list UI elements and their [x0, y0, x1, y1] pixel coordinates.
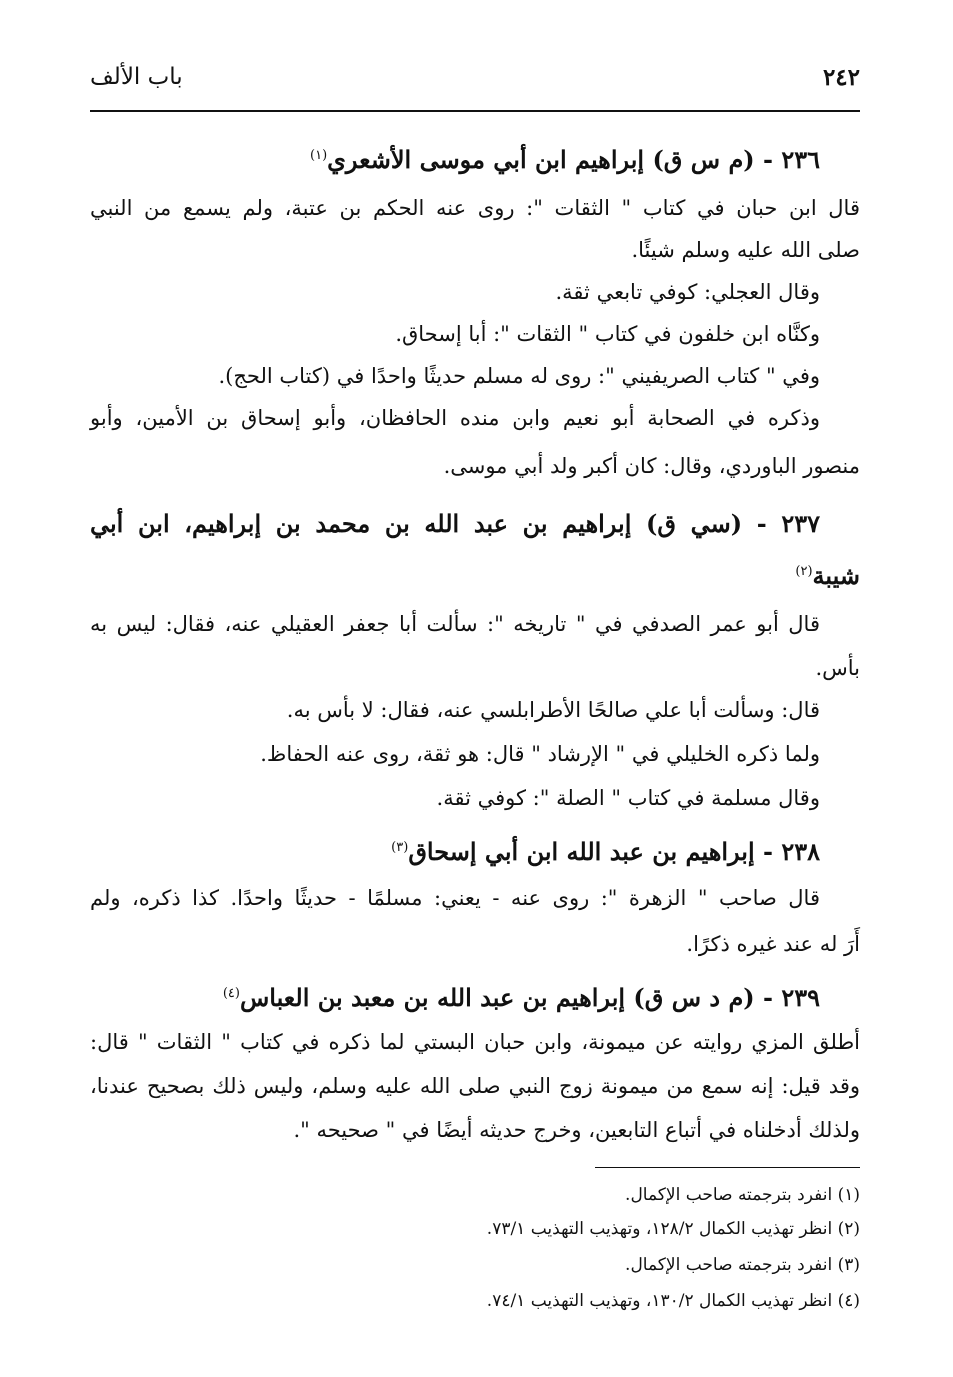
footnote-4: (٤) انظر تهذيب الكمال ١٣٠/٢، وتهذيب التهذيب ٧٤/١. [486, 1291, 860, 1311]
text-line: قال صاحب " الزهرة ": روى عنه - يعني: مسلمًا - حديثًا واحدًا. كذا ذكره، ولم [90, 886, 820, 910]
page-number: ٢٤٢ [822, 64, 860, 91]
entry-heading: ٢٣٧ - (سي ق) إبراهيم بن عبد الله بن محمد بن إبراهيم، ابن أبي [90, 509, 820, 538]
text-line: صلى الله عليه وسلم شيئًا. [631, 238, 860, 262]
text-line: وقال العجلي: كوفي تابعي ثقة. [555, 280, 820, 304]
text-line: قال ابن حبان في كتاب " الثقات ": روى عنه الحكم بن عتبة، ولم يسمع من النبي [90, 196, 860, 220]
footnote-ref: (٤) [222, 986, 240, 1001]
entry-heading: ٢٣٦ - (م س ق) إبراهيم ابن أبي موسى الأشعري$^{(١)}$ [310, 145, 820, 174]
text-line: وكنَّاه ابن خلفون في كتاب " الثقات ": أبا إسحاق. [395, 322, 820, 346]
header-rule [90, 110, 860, 112]
text-line: أَرَ له عند غيره ذكرًا. [686, 932, 860, 956]
text-line: بأس. [815, 656, 860, 680]
text-line: وذكره في الصحابة أبو نعيم وابن منده الحافظان، وأبو إسحاق بن الأمين، وأبو [90, 406, 820, 430]
text-line: قال: وسألت أبا علي صالحًا الأطرابلسي عنه، فقال: لا بأس به. [286, 698, 820, 722]
footnote-ref: (١) [310, 148, 328, 163]
text-line: وقال مسلمة في كتاب " الصلة ": كوفي ثقة. [436, 786, 820, 810]
entry-heading: ٢٣٩ - (م د س ق) إبراهيم بن عبد الله بن معبد بن العباس$^{(٤)}$ [222, 983, 820, 1012]
text-line: وفي " كتاب الصريفيني ": روى له مسلم حديثًا واحدًا في (كتاب الحج). [218, 364, 820, 388]
text-line: أطلق المزي روايته عن ميمونة، وابن حبان البستي لما ذكره في كتاب " الثقات " قال: [90, 1030, 860, 1054]
footnote-ref: (٣) [391, 840, 409, 855]
running-title: باب الألف [90, 64, 183, 90]
text-line: منصور الباوردي، وقال: كان أكبر ولد أبي موسى. [443, 454, 860, 478]
page-header [90, 64, 860, 104]
footnote-1: (١) انفرد بترجمته صاحب الإكمال. [625, 1185, 860, 1205]
text-line: ولما ذكره الخليلي في " الإرشاد " قال: هو ثقة، روى عنه الحفاظ. [260, 742, 820, 766]
footnote-2: (٢) انظر تهذيب الكمال ١٢٨/٢، وتهذيب التهذيب ٧٣/١. [486, 1219, 860, 1239]
footnote-3: (٣) انفرد بترجمته صاحب الإكمال. [625, 1255, 860, 1275]
footnote-ref: (٢) [795, 564, 813, 579]
text-line: قال أبو عمر الصدفي في " تاريخه ": سألت أبا جعفر العقيلي عنه، فقال: ليس به [90, 612, 820, 636]
entry-heading: ٢٣٨ - إبراهيم بن عبد الله ابن أبي إسحاق$^{(٣)}$ [391, 837, 820, 866]
text-line: وقد قيل: إنه سمع من ميمونة زوج النبي صلى الله عليه وسلم، وليس ذلك بصحيح عندنا، [90, 1074, 860, 1098]
footnote-rule [595, 1167, 860, 1168]
text-line: ولذلك أدخلناه في أتباع التابعين، وخرج حديثه أيضًا في " صحيحه ". [293, 1118, 860, 1142]
entry-heading-cont: شيبة$^{(٢)}$ [795, 561, 860, 590]
